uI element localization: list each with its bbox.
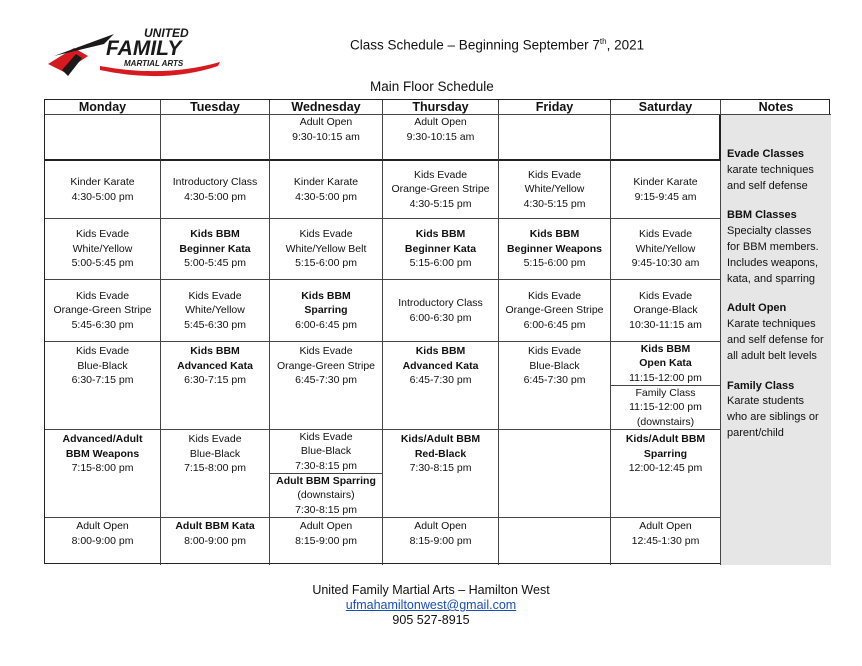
slot-mon-2: Kinder Karate 4:30-5:00 pm: [45, 161, 161, 219]
slot-sat-2: Kinder Karate 9:15-9:45 am: [611, 161, 721, 219]
logo-swoosh: [54, 34, 114, 56]
slot-tue-5: Kids BBM Advanced Kata 6:30-7:15 pm: [161, 342, 270, 430]
slot-fri-3: Kids BBM Beginner Weapons 5:15-6:00 pm: [499, 219, 611, 280]
footer-email-link[interactable]: ufmahamiltonwest@gmail.com: [345, 598, 517, 612]
day-header-tuesday: Tuesday: [161, 100, 270, 115]
note-adult-open: Adult Open Karate techniques and self defense for all adult belt levels: [727, 302, 824, 362]
logo-text-family: FAMILY: [106, 37, 182, 60]
day-header-notes: Notes: [721, 100, 831, 115]
slot-mon-7: Adult Open 8:00-9:00 pm: [45, 518, 161, 565]
slot-sat-6: Kids/Adult BBM Sparring 12:00-12:45 pm: [611, 430, 721, 518]
slot-sat-3: Kids Evade White/Yellow 9:45-10:30 am: [611, 219, 721, 280]
logo-text-martial-arts: MARTIAL ARTS: [124, 59, 184, 68]
slot-tue-6: Kids Evade Blue-Black 7:15-8:00 pm: [161, 430, 270, 518]
slot-sat-4: Kids Evade Orange-Black 10:30-11:15 am: [611, 280, 721, 342]
page-title: [350, 37, 644, 53]
title-suffix: , 2021: [606, 37, 645, 53]
slot-sat-5a: Kids BBM Open Kata 11:15-12:00 pm: [611, 342, 720, 386]
slot-tue-7: Adult BBM Kata 8:00-9:00 pm: [161, 518, 270, 565]
slot-wed-5: Kids Evade Orange-Green Stripe 6:45-7:30 pm: [270, 342, 383, 430]
title-sup: th: [599, 37, 607, 46]
slot-sat-5b: Family Class 11:15-12:00 pm (downstairs): [629, 386, 702, 428]
note-evade: Evade Classes karate techniques and self defense: [727, 148, 814, 192]
slot-thu-5: Kids BBM Advanced Kata 6:45-7:30 pm: [383, 342, 499, 430]
slot-wed-4: Kids BBM Sparring 6:00-6:45 pm: [270, 280, 383, 342]
slot-thu-4: Introductory Class 6:00-6:30 pm: [383, 280, 499, 342]
slot-mon-4: Kids Evade Orange-Green Stripe 5:45-6:30 pm: [45, 280, 161, 342]
logo-text-united: UNITED: [144, 26, 189, 40]
slot-wed-7: Adult Open 8:15-9:00 pm: [270, 518, 383, 565]
slot-fri-5: Kids Evade Blue-Black 6:45-7:30 pm: [499, 342, 611, 430]
slot-thu-1: Adult Open 9:30-10:15 am: [383, 115, 499, 161]
slot-wed-3: Kids Evade White/Yellow Belt 5:15-6:00 pm: [270, 219, 383, 280]
schedule-table: [44, 99, 830, 564]
title-prefix: Class Schedule – Beginning September 7: [350, 37, 600, 53]
slot-wed-6b: Adult BBM Sparring (downstairs) 7:30-8:15 pm: [276, 474, 376, 516]
day-header-wednesday: Wednesday: [270, 100, 383, 115]
slot-thu-2: Kids Evade Orange-Green Stripe 4:30-5:15 pm: [383, 161, 499, 219]
day-header-thursday: Thursday: [383, 100, 499, 115]
slot-thu-7: Adult Open 8:15-9:00 pm: [383, 518, 499, 565]
footer-org: United Family Martial Arts – Hamilton West: [312, 583, 550, 597]
day-header-monday: Monday: [45, 100, 161, 115]
slot-fri-2: Kids Evade White/Yellow 4:30-5:15 pm: [499, 161, 611, 219]
slot-mon-6: Advanced/Adult BBM Weapons 7:15-8:00 pm: [45, 430, 161, 518]
slot-wed-2: Kinder Karate 4:30-5:00 pm: [270, 161, 383, 219]
slot-fri-7: [499, 518, 611, 565]
notes-panel: [721, 115, 831, 565]
slot-sat-7: Adult Open 12:45-1:30 pm: [611, 518, 721, 565]
slot-tue-2: Introductory Class 4:30-5:00 pm: [161, 161, 270, 219]
slot-mon-1: [45, 115, 161, 161]
schedule-subtitle: Main Floor Schedule: [370, 79, 494, 94]
slot-fri-4: Kids Evade Orange-Green Stripe 6:00-6:45 pm: [499, 280, 611, 342]
slot-mon-3: Kids Evade White/Yellow 5:00-5:45 pm: [45, 219, 161, 280]
slot-tue-4: Kids Evade White/Yellow 5:45-6:30 pm: [161, 280, 270, 342]
day-header-friday: Friday: [499, 100, 611, 115]
note-bbm: BBM Classes Specialty classes for BBM members. Includes weapons, kata, and sparring: [727, 209, 819, 285]
day-header-saturday: Saturday: [611, 100, 721, 115]
slot-fri-1: [499, 115, 611, 161]
slot-thu-3: Kids BBM Beginner Kata 5:15-6:00 pm: [383, 219, 499, 280]
slot-sat-1: [611, 115, 721, 161]
footer-phone: 905 527-8915: [392, 613, 470, 627]
slot-mon-5: Kids Evade Blue-Black 6:30-7:15 pm: [45, 342, 161, 430]
slot-tue-1: [161, 115, 270, 161]
slot-wed-6a: Kids Evade Blue-Black 7:30-8:15 pm: [270, 430, 382, 474]
slot-tue-3: Kids BBM Beginner Kata 5:00-5:45 pm: [161, 219, 270, 280]
slot-wed-1: Adult Open 9:30-10:15 am: [270, 115, 383, 161]
ufma-logo: [44, 26, 234, 82]
slot-fri-6: [499, 430, 611, 518]
slot-sat-5: [611, 342, 721, 430]
slot-wed-6: [270, 430, 383, 518]
note-family: Family Class Karate students who are siblings or parent/child: [727, 379, 819, 439]
slot-thu-6: Kids/Adult BBM Red-Black 7:30-8:15 pm: [383, 430, 499, 518]
